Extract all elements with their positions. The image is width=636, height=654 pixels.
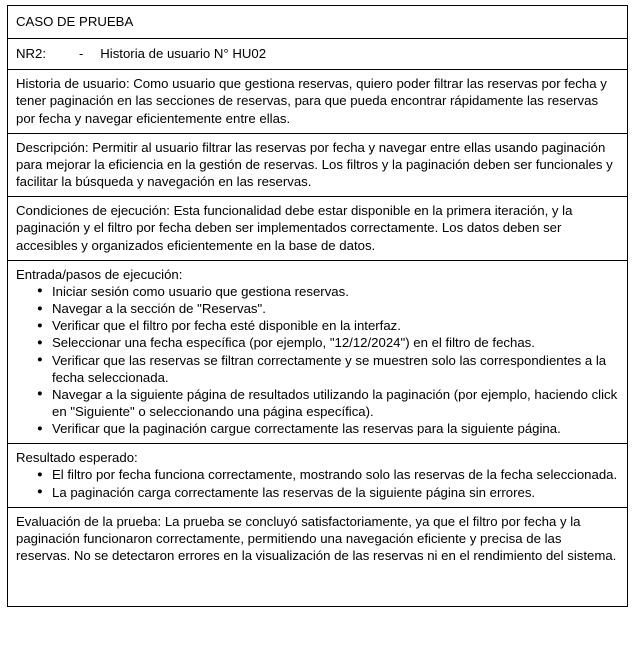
description-text: Descripción: Permitir al usuario filtrar las reservas por fecha y navegar entre ellas usando paginación para mejorar la eficiencia en la gestión de reservas. Los filtros y la paginación deben ser funcionales y facilitar la búsqueda y navegación en las reservas. (16, 139, 613, 190)
list-item: ● Verificar que el filtro por fecha esté disponible en la interfaz. (16, 317, 619, 334)
table-row-expected-result (8, 444, 628, 507)
input-steps-cell (8, 260, 628, 444)
list-item: ● Seleccionar una fecha específica (por ejemplo, "12/12/2024") en el filtro de fechas. (16, 334, 619, 351)
document-title-cell (8, 6, 628, 39)
execution-conditions-text: Condiciones de ejecución: Esta funcionalidad debe estar disponible en la primera iteración, y la paginación y el filtro por fecha deben ser implementados correctamente. Los datos deben ser accesibles y organizados eficientemente en la base de datos. (16, 203, 573, 253)
page-title: CASO DE PRUEBA (16, 14, 134, 29)
table-row-user-story (8, 70, 628, 133)
expected-result-heading: Resultado esperado: (16, 450, 138, 466)
list-item: ● El filtro por fecha funciona correctamente, mostrando solo las reservas de la fecha seleccionada. (16, 466, 619, 483)
table-row-input-steps (8, 260, 628, 444)
list-item: ● Iniciar sesión como usuario que gestiona reservas. (16, 283, 619, 300)
execution-conditions-cell (8, 197, 628, 260)
input-steps-list (16, 283, 619, 437)
table-row-title (8, 6, 628, 39)
test-case-table (7, 5, 628, 607)
list-item: ● Navegar a la sección de "Reservas". (16, 300, 619, 317)
user-story-text: Historia de usuario: Como usuario que gestiona reservas, quiero poder filtrar las reservas por fecha y tener paginación en las secciones de reservas, para que pueda encontrar rápidamente las reservas por fecha y navegar eficientemente entre ellas. (16, 76, 607, 126)
table-row-identifier (8, 39, 628, 70)
expected-results-list (16, 466, 619, 500)
identifier-line: NR2: - Historia de usuario N° HU02 (16, 46, 267, 62)
table-row-execution-conditions (8, 197, 628, 260)
evaluation-cell (8, 507, 628, 606)
table-row-evaluation (8, 507, 628, 606)
list-item: ● Verificar que la paginación cargue correctamente las reservas para la siguiente página. (16, 420, 619, 437)
list-item: ● Navegar a la siguiente página de resultados utilizando la paginación (por ejemplo, haciendo click en "Siguiente" o seleccionando una página específica). (16, 386, 619, 420)
identifier-cell (8, 39, 628, 70)
user-story-cell (8, 70, 628, 133)
expected-result-cell (8, 444, 628, 507)
evaluation-trailing-space (16, 564, 619, 600)
list-item: ● Verificar que las reservas se filtran correctamente y se muestren solo las correspondientes a la fecha seleccionada. (16, 352, 619, 386)
description-cell (8, 133, 628, 196)
input-steps-heading: Entrada/pasos de ejecución: (16, 266, 183, 282)
table-row-description (8, 133, 628, 196)
evaluation-text: Evaluación de la prueba: La prueba se concluyó satisfactoriamente, ya que el filtro por fecha y la paginación funcionaron correctamente, permitiendo una navegación eficiente y precisa de las reservas. No se detectaron errores en la visualización de las reservas ni en el rendimiento del sistema. (16, 513, 617, 564)
list-item: ● La paginación carga correctamente las reservas de la siguiente página sin errores. (16, 484, 619, 501)
